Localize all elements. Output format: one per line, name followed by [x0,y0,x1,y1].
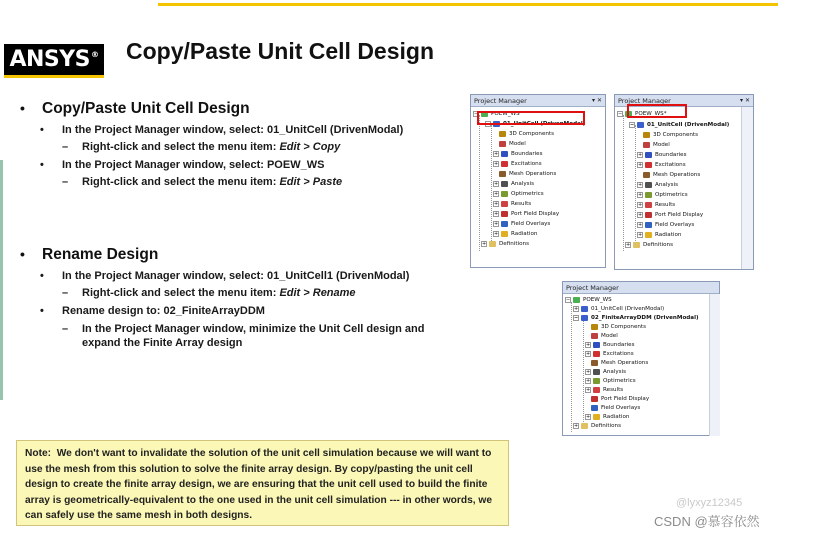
excitations-icon [501,161,508,167]
tree-item-excitations[interactable]: + Excitations [638,161,686,168]
project-icon [573,297,580,303]
folder-icon [489,241,496,247]
components-icon [499,131,506,137]
tree-item-boundaries[interactable]: + Boundaries [494,150,543,157]
tree-item-optimetrics[interactable]: + Optimetrics [494,190,544,197]
bullet-rename-design: • Rename Design [20,246,159,263]
collapse-icon[interactable]: − [630,121,635,128]
tree-item-design[interactable]: − 01_UnitCell (DrivenModal) [630,121,730,128]
components-icon [591,324,598,330]
expand-icon[interactable]: + [494,190,499,197]
hfss-design-icon [637,122,644,128]
sub-bullet-select-unitcell: • In the Project Manager window, select: 01_UnitCell (DrivenModal) [40,124,404,136]
panel-header: Project Manager [563,282,719,294]
sub-bullet-rename-to: • Rename design to: 02_FiniteArrayDDM [40,305,265,317]
collapse-icon[interactable]: − [574,314,579,321]
tree-item-analysis[interactable]: + Analysis [638,181,679,188]
tree-item-results[interactable]: + Results [494,200,532,207]
expand-icon[interactable]: + [586,413,591,420]
expand-icon[interactable]: + [494,180,499,187]
folder-icon [633,242,640,248]
tree-item-boundaries[interactable]: + Boundaries [586,341,635,348]
tree-item-mesh-operations[interactable]: Mesh Operations [499,169,556,178]
panel-pin-close-icon[interactable]: ▾ ✕ [740,97,750,104]
watermark-csdn: CSDN @慕容依然 [654,514,760,529]
tree-item-definitions[interactable]: + Definitions [482,240,530,247]
mesh-icon [591,360,598,366]
tree-item-radiation[interactable]: + Radiation [494,230,538,237]
bullet-copy-paste: • Copy/Paste Unit Cell Design [20,100,250,117]
top-accent-rule [158,3,778,6]
tree-item-mesh-operations[interactable]: Mesh Operations [643,170,700,179]
expand-icon[interactable]: + [494,160,499,167]
project-manager-panel-copy [470,94,606,268]
expand-icon[interactable]: + [638,161,643,168]
tree-item-definitions[interactable]: + Definitions [574,422,622,429]
tree-item-field-overlays[interactable]: + Field Overlays [494,220,551,227]
tree-item-model[interactable]: Model [643,140,670,149]
logo-text: ANSYS [9,47,91,72]
radiation-icon [593,414,600,420]
results-icon [501,201,508,207]
excitations-icon [645,162,652,168]
slide-content [20,100,480,350]
tree-item-3d-components[interactable]: 3D Components [499,129,554,138]
results-icon [645,202,652,208]
left-edge-marker [0,160,3,400]
panel-header: Project Manager ▾ ✕ [615,95,753,107]
expand-icon[interactable]: + [574,422,579,429]
tree-item-optimetrics[interactable]: + Optimetrics [586,377,636,384]
note-label: Note: [25,448,52,459]
expand-icon[interactable]: + [586,341,591,348]
model-icon [643,142,650,148]
field-overlays-icon [501,221,508,227]
boundaries-icon [501,151,508,157]
sub-sub-bullet-minimize-expand: – In the Project Manager window, minimize the Unit Cell design and expand the Finite Array design [62,323,425,349]
mesh-icon [499,171,506,177]
tree-item-project[interactable]: − POEW_WS [566,296,612,303]
tree-item-3d-components[interactable]: 3D Components [591,322,646,331]
analysis-icon [593,369,600,375]
tree-item-results[interactable]: + Results [638,201,676,208]
excitations-icon [593,351,600,357]
analysis-icon [501,181,508,187]
tree-item-mesh-operations[interactable]: Mesh Operations [591,358,648,367]
mesh-icon [643,172,650,178]
expand-icon[interactable]: + [626,241,631,248]
expand-icon[interactable]: + [494,150,499,157]
panel-pin-close-icon[interactable]: ▾ ✕ [592,97,602,104]
optimetrics-icon [593,378,600,384]
results-icon [593,387,600,393]
expand-icon[interactable]: + [638,221,643,228]
panel-scroll-gutter [741,107,753,269]
tree-item-field-overlays[interactable]: + Field Overlays [638,221,695,228]
note-box [16,440,509,526]
expand-icon[interactable]: + [638,201,643,208]
folder-icon [581,423,588,429]
tree-item-project[interactable]: − POEW_WS [474,110,520,117]
tree-item-field-overlays[interactable]: Field Overlays [591,403,640,412]
tree-item-radiation[interactable]: + Radiation [586,413,630,420]
tree-item-radiation[interactable]: + Radiation [638,231,682,238]
tree-item-finitearray-design[interactable]: − 02_FiniteArrayDDM (DrivenModal) [574,314,699,321]
expand-icon[interactable]: + [494,210,499,217]
tree-item-analysis[interactable]: + Analysis [586,368,627,375]
expand-icon[interactable]: + [482,240,487,247]
tree-item-unitcell-design[interactable]: + 01_UnitCell (DrivenModal) [574,305,665,312]
expand-icon[interactable]: + [638,181,643,188]
tree-item-project[interactable]: − POEW_WS* [618,110,667,117]
hfss-design-icon [581,315,588,321]
hfss-design-icon [581,306,588,312]
port-field-icon [645,212,652,218]
slide-title: Copy/Paste Unit Cell Design [126,38,435,64]
port-field-icon [591,396,598,402]
logo-registered-mark: ® [91,50,99,59]
radiation-icon [645,232,652,238]
ansys-logo [4,44,104,78]
sub-bullet-select-poew: • In the Project Manager window, select: POEW_WS [40,159,325,171]
tree-item-3d-components[interactable]: 3D Components [643,130,698,139]
boundaries-icon [645,152,652,158]
tree-item-port-field-display[interactable]: + Port Field Display [638,211,704,218]
tree-item-definitions[interactable]: + Definitions [626,241,674,248]
optimetrics-icon [645,192,652,198]
tree-item-port-field-display[interactable]: + Port Field Display [494,210,560,217]
expand-icon[interactable]: + [586,368,591,375]
project-manager-panel-renamed [562,281,720,436]
sub-sub-bullet-edit-paste: – Right-click and select the menu item: Edit > Paste [62,176,343,188]
port-field-icon [501,211,508,217]
boundaries-icon [593,342,600,348]
expand-icon[interactable]: + [574,305,579,312]
expand-icon[interactable]: + [638,211,643,218]
analysis-icon [645,182,652,188]
radiation-icon [501,231,508,237]
collapse-icon[interactable]: − [566,296,571,303]
sub-sub-bullet-edit-copy: – Right-click and select the menu item: Edit > Copy [62,141,341,153]
tree-item-model[interactable]: Model [591,331,618,340]
model-icon [499,141,506,147]
expand-icon[interactable]: + [494,230,499,237]
tree-item-model[interactable]: Model [499,139,526,148]
tree-item-excitations[interactable]: + Excitations [494,160,542,167]
watermark-faint: @lyxyz12345 [676,497,743,509]
note-text: We don't want to invalidate the solution of the unit cell simulation because we will want to use the mesh from this solution to solve the finite array design. By copy/pasting the unit cell design to create the finite array design, we are ensuring that the unit cell used to build the finite array is geometrically-equivalent to the one used in the unit cell simulation --- in other words, we can safely use the same mesh in both designs. [25,448,493,521]
expand-icon[interactable]: + [638,191,643,198]
field-overlays-icon [645,222,652,228]
expand-icon[interactable]: + [586,386,591,393]
collapse-icon[interactable]: − [474,110,479,117]
field-overlays-icon [591,405,598,411]
expand-icon[interactable]: + [586,350,591,357]
expand-icon[interactable]: + [638,231,643,238]
tree-item-analysis[interactable]: + Analysis [494,180,535,187]
panel-header: Project Manager ▾ ✕ [471,95,605,107]
sub-sub-bullet-edit-rename: – Right-click and select the menu item: Edit > Rename [62,287,356,299]
expand-icon[interactable]: + [586,377,591,384]
model-icon [591,333,598,339]
red-highlight-box [627,104,687,118]
tree-item-excitations[interactable]: + Excitations [586,350,634,357]
tree-item-optimetrics[interactable]: + Optimetrics [638,191,688,198]
components-icon [643,132,650,138]
collapse-icon[interactable]: − [618,110,623,117]
expand-icon[interactable]: + [494,200,499,207]
collapse-icon[interactable]: − [486,120,491,127]
tree-item-results[interactable]: + Results [586,386,624,393]
expand-icon[interactable]: + [494,220,499,227]
project-manager-panel-paste [614,94,754,270]
tree-item-design[interactable]: − 01_UnitCell (DrivenModal) [486,120,586,127]
tree-item-port-field-display[interactable]: Port Field Display [591,394,649,403]
panel-scroll-gutter [709,294,720,436]
sub-bullet-select-unitcell1: • In the Project Manager window, select: 01_UnitCell1 (DrivenModal) [40,270,410,282]
tree-item-boundaries[interactable]: + Boundaries [638,151,687,158]
red-highlight-box [477,111,585,125]
expand-icon[interactable]: + [638,151,643,158]
optimetrics-icon [501,191,508,197]
